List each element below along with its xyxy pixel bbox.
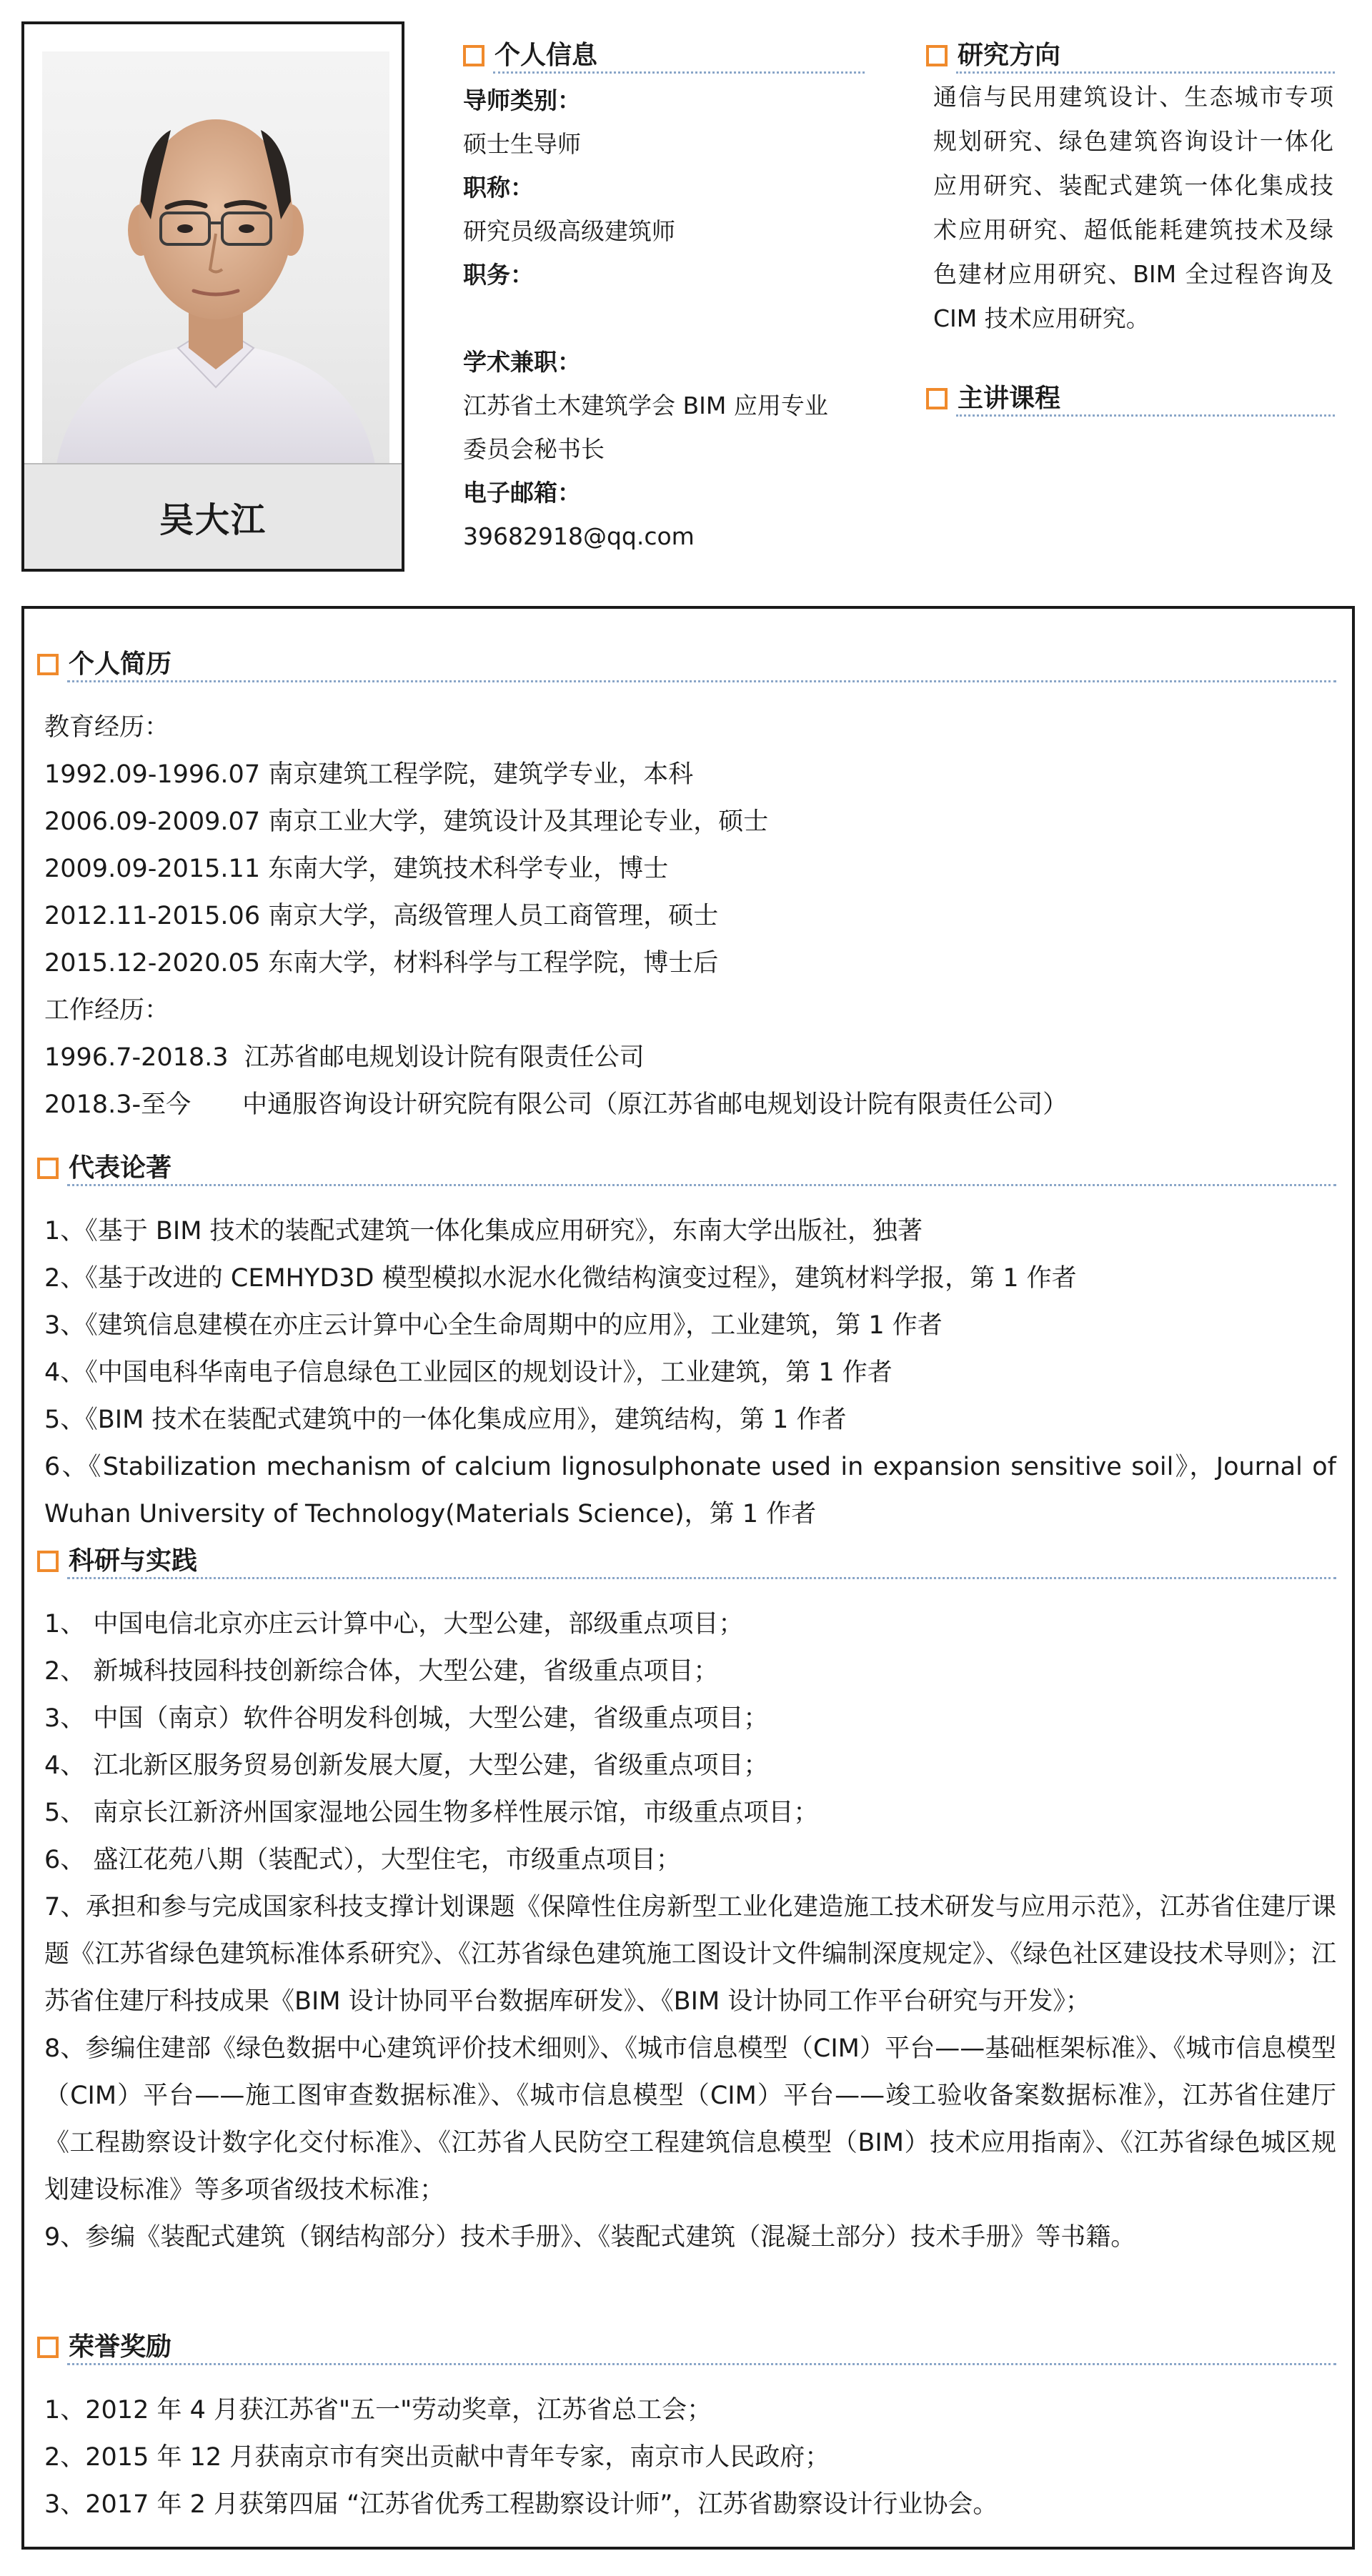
courses-heading bbox=[926, 384, 1060, 413]
square-bullet-icon bbox=[37, 1158, 59, 1179]
project-item: 7、承担和参与完成国家科技支撑计划课题《保障性住房新型工业化建造施工技术研发与应用示范》，江苏省住建厅课题《江苏省绿色建筑标准体系研究》、《江苏省绿色建筑施工图设计文件编制深度规定》、《绿色社区建设技术导则》；江苏省住建厅科技成果《BIM 设计协同平台数据库研发》、《BIM 设计协同工作平台研究与开发》； bbox=[44, 1893, 1336, 2016]
publication-item: 6、《Stabilization mechanism of calcium lignosulphonate used in expansion sensitive soil》，Journal of Wuhan University of Technology(Materials Science)，第 1 作者 bbox=[44, 1453, 1336, 1528]
publication-item: 2、《基于改进的 CEMHYD3D 模型模拟水泥水化微结构演变过程》，建筑材料学报，第 1 作者 bbox=[44, 1264, 1077, 1293]
section-divider bbox=[67, 2363, 1336, 2365]
section-title: 个人信息 bbox=[494, 41, 598, 70]
section-divider bbox=[67, 1184, 1336, 1186]
square-bullet-icon bbox=[37, 654, 59, 675]
info-label: 导师类别： bbox=[463, 86, 581, 114]
square-bullet-icon bbox=[926, 388, 948, 409]
work-period: 2018.3-至今 bbox=[44, 1090, 192, 1119]
education-label: 教育经历： bbox=[44, 713, 170, 742]
education-item: 2009.09-2015.11 东南大学，建筑技术科学专业，博士 bbox=[44, 855, 669, 883]
project-item: 9、参编《装配式建筑（钢结构部分）技术手册》、《装配式建筑（混凝土部分）技术手册》等书籍。 bbox=[44, 2223, 1136, 2252]
info-value: 委员会秘书长 bbox=[463, 435, 605, 463]
info-label: 学术兼职： bbox=[463, 348, 581, 376]
section-title: 代表论著 bbox=[69, 1153, 172, 1183]
square-bullet-icon bbox=[37, 2337, 59, 2358]
work-item bbox=[44, 1081, 1336, 1128]
portrait-illustration bbox=[42, 51, 389, 464]
project-item: 8、参编住建部《绿色数据中心建筑评价技术细则》、《城市信息模型（CIM）平台——基础框架标准》、《城市信息模型（CIM）平台——施工图审查数据标准》、《城市信息模型（CIM）平台——竣工验收备案数据标准》，江苏省住建厅《工程勘察设计数字化交付标准》、《江苏省人民防空工程建筑信息模型（BIM）技术应用指南》、《江苏省绿色城区规划建设标准》等多项省级技术标准； bbox=[44, 2034, 1336, 2204]
section-divider bbox=[493, 71, 865, 74]
info-value: 研究员级高级建筑师 bbox=[463, 217, 675, 245]
project-item: 2、 新城科技园科技创新综合体，大型公建，省级重点项目； bbox=[44, 1657, 719, 1686]
section-divider bbox=[67, 680, 1336, 682]
work-org: 江苏省邮电规划设计院有限责任公司 bbox=[244, 1043, 645, 1072]
info-label: 职称： bbox=[463, 174, 534, 202]
honors-list bbox=[44, 2387, 1336, 2528]
project-item: 6、 盛江花苑八期（装配式），大型住宅，市级重点项目； bbox=[44, 1846, 681, 1874]
section-title: 荣誉奖励 bbox=[69, 2332, 172, 2362]
section-divider bbox=[956, 71, 1335, 74]
honor-item: 2、2015 年 12 月获南京市有突出贡献中青年专家，南京市人民政府； bbox=[44, 2443, 830, 2472]
info-value: 硕士生导师 bbox=[463, 130, 581, 158]
personal-info-list bbox=[463, 79, 878, 558]
resume-heading bbox=[37, 650, 172, 679]
info-label: 职务： bbox=[463, 261, 534, 289]
education-item: 2012.11-2015.06 南京大学，高级管理人员工商管理，硕士 bbox=[44, 902, 719, 930]
work-org: 中通服咨询设计研究院有限公司（原江苏省邮电规划设计院有限责任公司） bbox=[242, 1090, 1068, 1119]
research-heading bbox=[926, 41, 1060, 70]
project-item: 4、 江北新区服务贸易创新发展大厦，大型公建，省级重点项目； bbox=[44, 1751, 769, 1780]
work-period: 1996.7-2018.3 bbox=[44, 1043, 229, 1072]
research-text: 通信与民用建筑设计、生态城市专项规划研究、绿色建筑咨询设计一体化应用研究、装配式建筑一体化集成技术应用研究、超低能耗建筑技术及绿色建材应用研究、BIM 全过程咨询及 CIM 技术应用研究。 bbox=[933, 83, 1333, 332]
section-title: 个人简历 bbox=[69, 650, 172, 679]
section-divider bbox=[67, 1577, 1336, 1579]
projects-heading bbox=[37, 1547, 197, 1576]
projects-list bbox=[44, 1601, 1336, 2261]
info-value-empty bbox=[463, 297, 878, 340]
personal-info-heading bbox=[463, 41, 597, 70]
project-item: 1、 中国电信北京亦庄云计算中心，大型公建，部级重点项目； bbox=[44, 1610, 744, 1638]
honor-item: 3、2017 年 2 月获第四届 “江苏省优秀工程勘察设计师”，江苏省勘察设计行业协会。 bbox=[44, 2490, 998, 2519]
section-title: 科研与实践 bbox=[69, 1546, 198, 1576]
square-bullet-icon bbox=[463, 45, 484, 66]
square-bullet-icon bbox=[926, 45, 948, 66]
section-divider bbox=[956, 414, 1335, 417]
publications-list bbox=[44, 1208, 1336, 1538]
info-label: 电子邮箱： bbox=[463, 479, 581, 507]
portrait-photo bbox=[42, 51, 389, 464]
education-item: 2006.09-2009.07 南京工业大学，建筑设计及其理论专业，硕士 bbox=[44, 807, 769, 836]
project-item: 3、 中国（南京）软件谷明发科创城，大型公建，省级重点项目； bbox=[44, 1704, 769, 1733]
publications-heading bbox=[37, 1154, 172, 1183]
resume-list bbox=[44, 704, 1336, 1128]
publication-item: 5、《BIM 技术在装配式建筑中的一体化集成应用》，建筑结构，第 1 作者 bbox=[44, 1406, 847, 1434]
work-item bbox=[44, 1034, 1336, 1081]
section-title: 研究方向 bbox=[958, 41, 1061, 70]
education-item: 2015.12-2020.05 东南大学，材料科学与工程学院，博士后 bbox=[44, 949, 719, 978]
square-bullet-icon bbox=[37, 1551, 59, 1572]
project-item: 5、 南京长江新济州国家湿地公园生物多样性展示馆，市级重点项目； bbox=[44, 1799, 819, 1827]
profile-card bbox=[21, 21, 404, 572]
education-item: 1992.09-1996.07 南京建筑工程学院，建筑学专业，本科 bbox=[44, 760, 694, 789]
work-label: 工作经历： bbox=[44, 996, 170, 1025]
honor-item: 1、2012 年 4 月获江苏省"五一"劳动奖章，江苏省总工会； bbox=[44, 2396, 712, 2425]
email-value: 39682918@qq.com bbox=[463, 522, 695, 550]
publication-item: 4、《中国电科华南电子信息绿色工业园区的规划设计》，工业建筑，第 1 作者 bbox=[44, 1358, 893, 1387]
section-title: 主讲课程 bbox=[958, 384, 1061, 413]
info-value: 江苏省土木建筑学会 BIM 应用专业 bbox=[463, 392, 828, 419]
publication-item: 1、《基于 BIM 技术的装配式建筑一体化集成应用研究》，东南大学出版社，独著 bbox=[44, 1217, 923, 1245]
profile-name: 吴大江 bbox=[24, 463, 402, 569]
honors-heading bbox=[37, 2333, 172, 2362]
publication-item: 3、《建筑信息建模在亦庄云计算中心全生命周期中的应用》，工业建筑，第 1 作者 bbox=[44, 1311, 943, 1340]
